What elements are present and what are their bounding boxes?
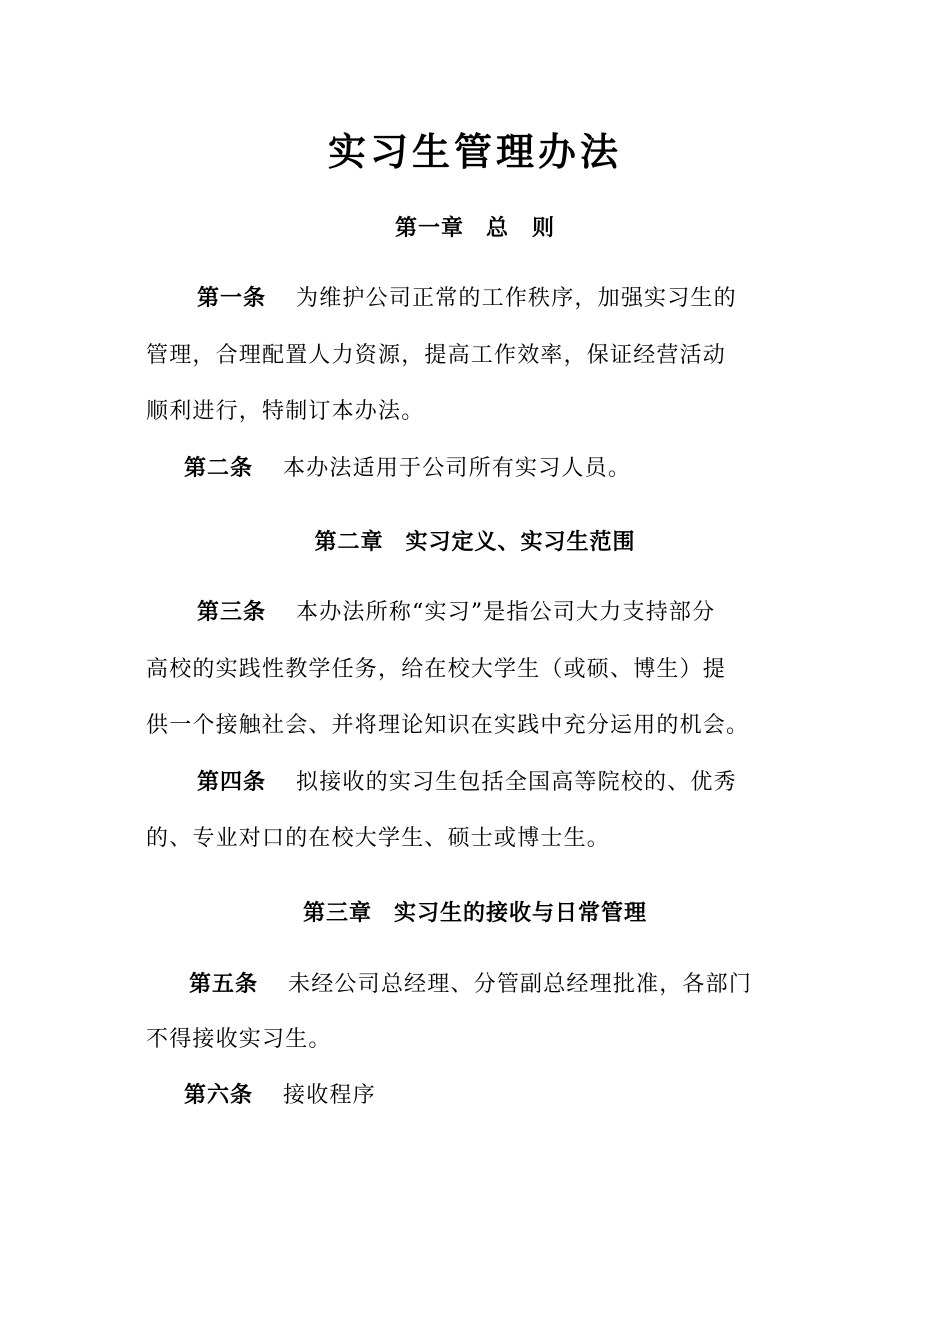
article-3-line-1	[197, 597, 715, 628]
article-5-text-1: 未经公司总经理、分管副总经理批准，各部门	[288, 972, 753, 997]
article-4-text-1: 拟接收的实习生包括全国高等院校的、优秀	[296, 770, 737, 795]
article-1-text-1: 为维护公司正常的工作秩序，加强实习生的	[296, 286, 737, 311]
article-1-line-3: 顺利进行，特制订本办法。	[146, 399, 425, 424]
article-4-line-1	[197, 767, 737, 798]
article-3-label: 第三条	[197, 599, 267, 625]
chapter-3-number: 第三章	[302, 900, 372, 926]
article-6-line-1	[184, 1080, 376, 1111]
chapter-2-name: 实习定义、实习生范围	[405, 529, 636, 555]
chapter-3-name: 实习生的接收与日常管理	[394, 900, 648, 926]
chapter-1-heading	[0, 213, 950, 243]
article-2-label: 第二条	[184, 455, 254, 481]
document-title: 实习生管理办法	[327, 129, 622, 174]
chapter-2-number: 第二章	[314, 529, 384, 555]
article-3-line-3: 供一个接触社会、并将理论知识在实践中充分运用的机会。	[146, 713, 750, 738]
article-5-line-1	[189, 969, 752, 1000]
article-1-line-1	[197, 283, 737, 314]
article-2-text-1: 本办法适用于公司所有实习人员。	[283, 456, 632, 481]
article-6-text-1: 接收程序	[283, 1083, 376, 1108]
article-4-line-2: 的、专业对口的在校大学生、硕士或博士生。	[146, 826, 611, 851]
article-5-line-2: 不得接收实习生。	[146, 1027, 332, 1052]
article-5-label: 第五条	[189, 971, 259, 997]
chapter-2-heading	[0, 527, 950, 557]
article-1-line-2: 管理，合理配置人力资源，提高工作效率，保证经营活动	[146, 343, 727, 368]
article-6-label: 第六条	[184, 1082, 254, 1108]
article-2-line-1	[184, 453, 631, 484]
chapter-1-name: 总 则	[486, 215, 556, 241]
article-1-label: 第一条	[197, 285, 267, 311]
article-3-line-2: 高校的实践性教学任务，给在校大学生（或硕、博生）提	[146, 657, 727, 682]
chapter-1-number: 第一章	[394, 215, 464, 241]
article-4-label: 第四条	[197, 769, 267, 795]
article-3-text-1: 本办法所称“实习”是指公司大力支持部分	[296, 600, 716, 625]
chapter-3-heading	[0, 898, 950, 928]
